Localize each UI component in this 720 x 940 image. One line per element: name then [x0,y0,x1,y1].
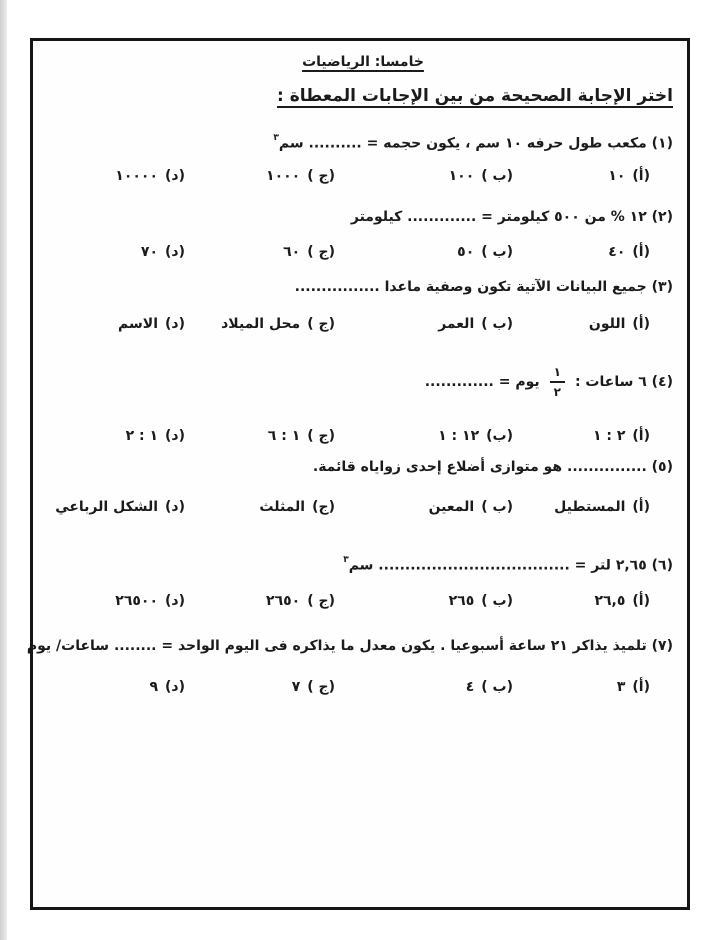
choice-a-value: المستطيل [554,498,626,515]
choice-c-label: (ج ) [307,243,335,260]
choice-b [335,425,513,447]
choice-c-label: (ج ) [307,593,335,610]
choice-a [513,165,650,187]
question-6-text [53,551,673,577]
question-2-choices [53,241,673,263]
choice-c [185,590,335,612]
question-6-choices [53,590,673,612]
choice-b-label: (ب ) [481,593,513,610]
fraction-one-half [550,366,565,398]
question-6 [53,551,673,613]
choice-d-value: ١٠٠٠٠ [115,167,159,184]
choice-a [513,496,650,518]
choice-c-label: (ج ) [307,167,335,184]
choice-b-value: ٤ [465,679,475,696]
question-3-text: (٣) جميع البيانات الآتية تكون وصفية ماعدا ................ [294,278,673,295]
choice-c-value: ٧ [291,679,301,696]
choice-b-label: (ب ) [481,167,513,184]
choice-a-value: اللون [588,315,626,332]
question-6-body: (٦) ٢,٦٥ لتر = .................................... سم [348,557,673,574]
choice-c [185,241,335,263]
question-3-choices [53,313,673,335]
choice-b [335,165,513,187]
choice-c-label: (ج ) [307,427,335,444]
exam-content [26,41,687,907]
choice-a-value: ٣ [616,679,626,696]
choice-d [53,165,185,187]
choice-b-value: ١٠٠ [448,167,475,184]
question-4 [53,360,673,447]
choice-a-label: (أ) [632,315,650,332]
choice-a-value: ١٠ [608,167,626,184]
choice-d-value: الشكل الرباعي [55,498,159,515]
choice-b-value: العمر [438,315,475,332]
cm3-superscript: ٣ [343,554,349,565]
question-1-choices [53,165,673,187]
choice-c-value: ٦٠ [283,243,301,260]
choice-d-value: ٢٦٥٠٠ [115,593,159,610]
choice-c-value: محل الميلاد [221,315,301,332]
choice-b [335,496,513,518]
choice-a [513,241,650,263]
question-1 [53,129,673,187]
choice-d [53,241,185,263]
question-2 [53,206,673,263]
choice-b [335,313,513,335]
choice-c-label: (ج ) [307,679,335,696]
choice-d-value: ٧٠ [140,243,159,260]
choice-b-value: ٢٦٥ [448,593,475,610]
choice-d [53,313,185,335]
choice-d-label: (د) [165,427,185,444]
choice-d [53,496,185,518]
cm3-superscript: ٣ [273,133,279,143]
choice-a-value: ٢٦,٥ [594,593,626,610]
choice-d [53,425,185,447]
choice-c [185,425,335,447]
choice-a-label: (أ) [632,679,650,696]
question-7-choices [53,676,673,698]
choice-c-value: ١ : ٦ [267,427,301,444]
choice-c [185,676,335,698]
fraction-numerator: ١ [550,366,565,383]
choice-a [513,425,650,447]
choice-b-label: (ب ) [481,498,513,515]
question-1-text [53,129,673,155]
choice-a-value: ٤٠ [608,243,626,260]
question-7 [26,635,673,698]
section-title: خامسا: الرياضيات [302,54,424,70]
choice-b [335,590,513,612]
choice-d-label: (د) [165,243,185,260]
question-3 [53,276,673,335]
choice-b [335,241,513,263]
question-2-text: (٢) ١٢ % من ٥٠٠ كيلومتر = ............. كيلومتر [350,208,673,225]
fraction-denominator: ٢ [553,384,561,399]
choice-a-label: (أ) [632,167,650,184]
choice-c [185,313,335,335]
choice-d-value: الاسم [118,315,159,332]
choice-a [513,313,650,335]
choice-a-value: ٢ : ١ [592,427,626,444]
choice-b-label: (ب) [486,427,513,444]
question-5-choices [53,496,673,518]
choice-b-label: (ب ) [481,243,513,260]
question-7-text: (٧) تلميذ يذاكر ٢١ ساعة أسبوعيا . يكون معدل ما يذاكره فى اليوم الواحد = ........ ساعات/ يوم [26,638,673,655]
choice-a-label: (أ) [632,427,650,444]
question-5 [53,456,673,518]
choice-d-value: ١ : ٢ [125,427,159,444]
choice-d-label: (د) [165,167,185,184]
choice-d [53,590,185,612]
choice-b-value: ١٢ : ١ [438,427,480,444]
question-4-body-start: (٤) ٦ ساعات : [574,373,673,390]
instruction-heading: اختر الإجابة الصحيحة من بين الإجابات المعطاة : [277,86,673,106]
choice-b [335,676,513,698]
choice-d-label: (د) [165,679,185,696]
question-4-choices [53,425,673,447]
question-1-body: (١) مكعب طول حرفه ١٠ سم ، يكون حجمه = .......... سم [278,135,673,152]
scan-edge [0,0,7,940]
choice-a [513,590,650,612]
question-4-text [53,360,673,404]
choice-a-label: (أ) [632,243,650,260]
choice-a-label: (أ) [632,593,650,610]
choice-d-label: (د) [165,593,185,610]
choice-c-label: (ج ) [307,315,335,332]
choice-c [185,496,335,518]
choice-a-label: (أ) [632,498,650,515]
choice-d-label: (د) [165,498,185,515]
choice-c-value: ١٠٠٠ [266,167,301,184]
choice-c [185,165,335,187]
question-4-body-end: يوم = ............. [424,373,540,390]
choice-d [53,676,185,698]
choice-c-value: المثلث [259,498,306,515]
choice-d-value: ٩ [149,679,159,696]
choice-b-label: (ب ) [481,315,513,332]
choice-c-label: (ج) [312,498,335,515]
choice-c-value: ٢٦٥٠ [266,593,301,610]
choice-b-label: (ب ) [481,679,513,696]
exam-sheet-frame [26,38,690,910]
choice-b-value: المعين [428,498,475,515]
choice-d-label: (د) [165,315,185,332]
question-5-text: (٥) ............... هو متوازى أضلاع إحدى زواياه قائمة. [312,458,673,475]
choice-b-value: ٥٠ [457,243,475,260]
choice-a [513,676,650,698]
